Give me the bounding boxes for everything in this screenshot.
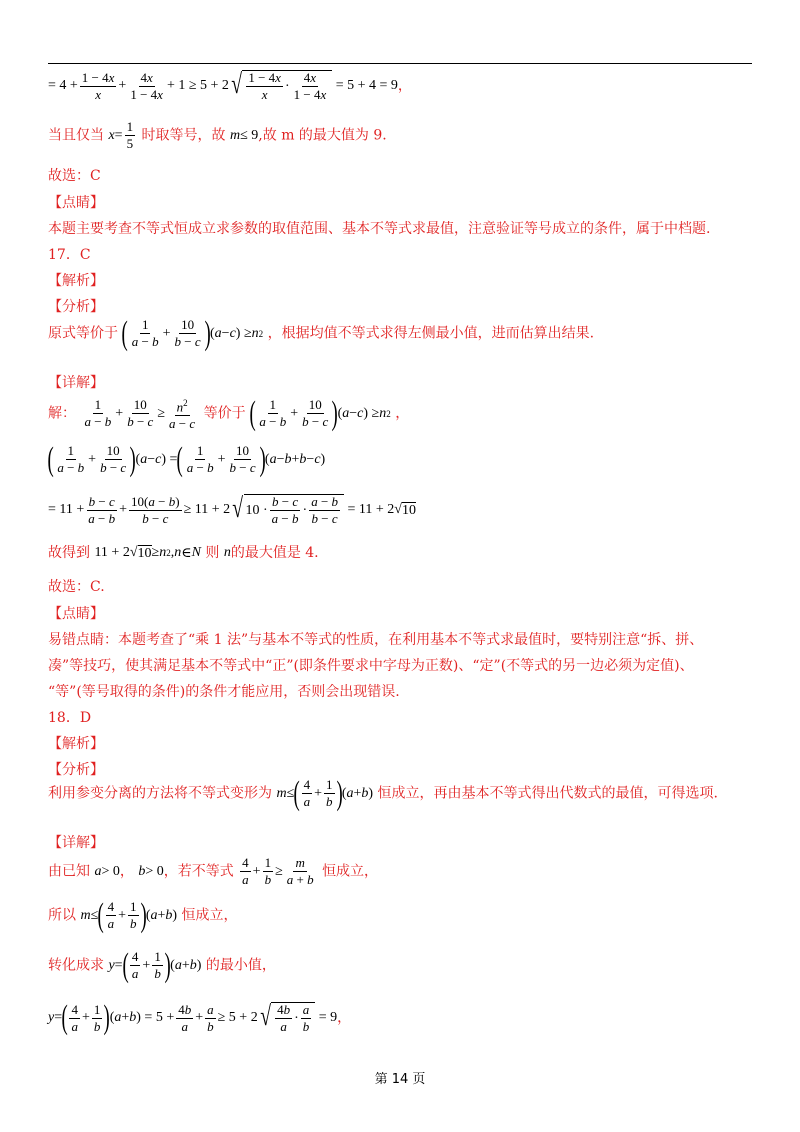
q18-fenxi-text: 利用参变分离的方法将不等式变形为 m ≤ ( 4 a + 1 b ) ( a + b ) 恒成立，再由基本不等式得出代数式的最值，可得选项. <box>48 774 718 812</box>
q17-conclusion: 故得到 11 + 2√ 10 ≥ n 2 , n ∈ N 则 n 的最大值是 4. <box>48 545 319 561</box>
page-number: 第 14 页 <box>374 1072 426 1087</box>
choice-line-17: 故选：C. <box>48 579 105 595</box>
dianjing-label-16: 【点睛】 <box>48 195 104 211</box>
q18-detail-line1: 由已知 a > 0， b > 0，若不等式 4 a + 1 b ≥ m a + b 恒成立， <box>48 855 379 887</box>
q18-detail-line4: y = ( 4 a + 1 b ) ( a + b ) = 5 + 4b a + a b ≥ 5 + 2 √ 4b a · a b = 9， <box>48 999 352 1036</box>
q17-solution-line3: = 11 + b − c a − b + 10(a − b) b − c ≥ 11 + 2 √ 10 · b − c a − b · a − b b − c = 11 + 2√ 10 <box>48 493 416 526</box>
dianjing-text-17-line2: 凑”等技巧，使其满足基本不等式中“正”(即条件要求中字母为正数)、“定”(不等式的另一边必须为定值)、 <box>48 658 694 674</box>
q18-xiangjie-label: 【详解】 <box>48 835 104 851</box>
dianjing-text-17-line1: 易错点睛：本题考查了“乘 1 法”与基本不等式的性质，在利用基本不等式求最值时，要特别注意“拆、拼、 <box>48 632 704 648</box>
dianjing-label-17: 【点睛】 <box>48 606 104 622</box>
q17-solution-line1: 解： 1 a − b + 10 b − c ≥ $n^2$ a − c 等价于 ( 1 a − b + 10 b − c ) ( a − c ) ≥ n 2 ， <box>48 394 410 432</box>
dianjing-text-17-line3: “等”(等号取得的条件)的条件才能应用，否则会出现错误. <box>48 684 400 700</box>
q18-jiexi-label: 【解析】 <box>48 736 104 752</box>
question-18-number: 18．D <box>48 710 92 726</box>
equality-condition-line: 当且仅当 x = 1 5 时取等号，故 m ≤ 9,故 m 的最大值为 9. <box>48 119 387 151</box>
q17-solution-line2: ( 1 a − b + 10 b − c ) ( a − c ) = ( 1 a − b + 10 b − c ) ( a − b + b − c ) <box>47 440 326 478</box>
q18-detail-line2: 所以 m ≤ ( 4 a + 1 b ) ( a + b ) 恒成立， <box>48 896 238 934</box>
q17-fenxi-label: 【分析】 <box>48 299 104 315</box>
q17-fenxi-text: 原式等价于 ( 1 a − b + 10 b − c ) ( a − c ) ≥ n 2 ，根据均值不等式求得左侧最小值，进而估算出结果. <box>48 314 595 352</box>
question-17-number: 17．C <box>48 247 91 263</box>
choice-line-16: 故选：C <box>48 168 101 184</box>
q17-xiangjie-label: 【详解】 <box>48 375 104 391</box>
q18-fenxi-label: 【分析】 <box>48 762 104 778</box>
q17-jiexi-label: 【解析】 <box>48 273 104 289</box>
q18-detail-line3: 转化成求 y = ( 4 a + 1 b ) ( a + b ) 的最小值， <box>48 946 276 984</box>
dianjing-text-16: 本题主要考查不等式恒成立求参数的取值范围、基本不等式求最值，注意验证等号成立的条件，属于中档题. <box>48 221 711 237</box>
header-rule <box>48 63 752 64</box>
intro-equation-line: = 4 + 1 − 4x x + 4x 1 − 4x + 1 ≥ 5 + 2 √ 1 − 4x x · 4x 1 − 4x = 5 + 4 = 9， <box>48 69 412 102</box>
